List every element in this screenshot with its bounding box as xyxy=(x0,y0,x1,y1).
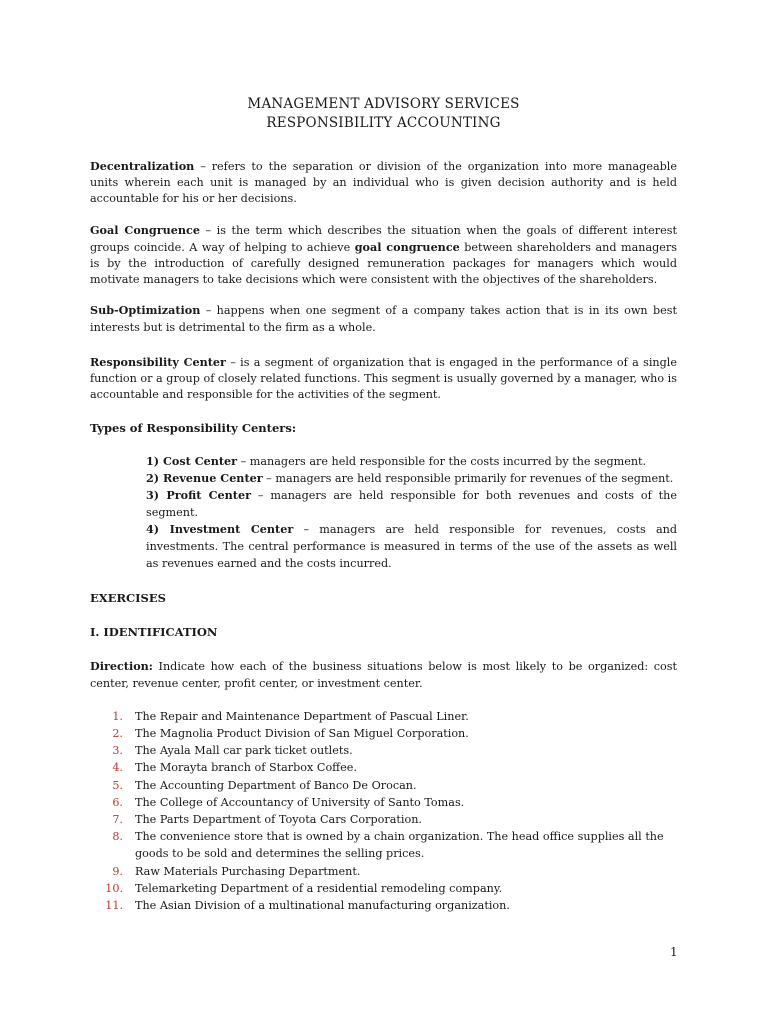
document-title xyxy=(90,95,677,133)
sub-optimization-text: – happens when one segment of a company takes action that is in its own best interests but is detrimental to the firm as a whole. xyxy=(90,304,677,334)
item-number: 6. xyxy=(112,795,123,809)
exercises-heading: EXERCISES xyxy=(90,591,166,606)
identification-heading: I. IDENTIFICATION xyxy=(90,625,218,640)
item-number: 11. xyxy=(105,899,123,913)
list-item xyxy=(90,863,677,880)
responsibility-center-text: – is a segment of organization that is engaged in the performance of a single function or a group of closely related functions. This segment is usually governed by a manager, who is accountable and responsible for the activities of the segment. xyxy=(90,355,677,402)
type-item-cost xyxy=(146,453,677,470)
goal-congruence-bold: goal congruence xyxy=(354,239,460,254)
page-number: 1 xyxy=(670,945,678,959)
list-item xyxy=(90,828,677,862)
title-line-2: RESPONSIBILITY ACCOUNTING xyxy=(266,115,501,131)
list-item xyxy=(90,759,677,776)
list-item xyxy=(90,725,677,742)
list-item xyxy=(90,794,677,811)
decentralization-definition xyxy=(90,158,677,208)
goal-congruence-definition xyxy=(90,222,677,289)
sub-optimization-definition xyxy=(90,302,677,335)
list-item xyxy=(90,811,677,828)
type-label: 1) Cost Center xyxy=(146,454,238,469)
type-label: 2) Revenue Center xyxy=(146,471,263,486)
decentralization-text: – refers to the separation or division of the organization into more manageable units wherein each unit is managed by an individual who is given decision authority and is held accountable for his or her decisions. xyxy=(90,160,677,206)
goal-congruence-term: Goal Congruence xyxy=(90,222,200,237)
decentralization-term: Decentralization xyxy=(90,159,195,173)
list-item xyxy=(90,708,677,725)
type-text: – managers are held responsible for the costs incurred by the segment. xyxy=(237,455,647,469)
item-number: 7. xyxy=(112,813,123,827)
item-number: 9. xyxy=(112,864,123,878)
list-item xyxy=(90,742,677,759)
goal-congruence-text-2: between shareholders and managers is by the introduction of carefully designed remuneration packages for managers which would motivate managers to take decisions which were consistent with the objectives of the shareholders. xyxy=(90,240,678,287)
item-text: The College of Accountancy of University of Santo Tomas. xyxy=(135,795,465,809)
item-text: The Ayala Mall car park ticket outlets. xyxy=(135,744,353,758)
exercise-list xyxy=(90,708,677,914)
item-text: The Asian Division of a multinational manufacturing organization. xyxy=(135,899,510,913)
item-number: 4. xyxy=(112,761,123,775)
type-item-investment xyxy=(146,521,677,572)
item-number: 8. xyxy=(112,830,123,844)
item-text: The Parts Department of Toyota Cars Corporation. xyxy=(135,813,422,827)
types-list xyxy=(146,453,677,572)
goal-congruence-text-1: – is the term which describes the situation when the goals of different interest groups coincide. A way of helping to achieve xyxy=(90,223,677,254)
responsibility-center-term: Responsibility Center xyxy=(90,354,226,369)
list-item xyxy=(90,897,677,914)
sub-optimization-term: Sub-Optimization xyxy=(90,303,201,318)
type-item-profit xyxy=(146,487,677,521)
type-text: – managers are held responsible primarily for revenues of the segment. xyxy=(262,472,674,486)
item-number: 2. xyxy=(112,727,123,741)
item-text: The Accounting Department of Banco De Orocan. xyxy=(135,778,417,792)
item-number: 3. xyxy=(112,744,123,758)
item-number: 5. xyxy=(112,778,123,792)
title-line-1: MANAGEMENT ADVISORY SERVICES xyxy=(247,96,520,112)
types-heading: Types of Responsibility Centers: xyxy=(90,421,297,436)
item-text: The convenience store that is owned by a chain organization. The head office supplies all the goods to be sold and determines the selling prices. xyxy=(135,830,664,861)
item-text: The Morayta branch of Starbox Coffee. xyxy=(135,761,357,775)
page-content xyxy=(90,95,677,914)
direction-paragraph xyxy=(90,658,677,691)
item-text: Telemarketing Department of a residential remodeling company. xyxy=(135,881,503,895)
item-number: 10. xyxy=(105,881,123,895)
list-item xyxy=(90,880,677,897)
type-label: 4) Investment Center xyxy=(146,522,294,537)
type-item-revenue xyxy=(146,470,677,487)
item-text: The Repair and Maintenance Department of Pascual Liner. xyxy=(135,709,469,723)
responsibility-center-definition xyxy=(90,354,677,404)
type-text: – managers are held responsible for both revenues and costs of the segment. xyxy=(146,489,677,520)
type-text: – managers are held responsible for revenues, costs and investments. The central performance is measured in terms of the use of the assets as well as revenues earned and the costs incurred. xyxy=(146,523,677,571)
direction-text: Indicate how each of the business situations below is most likely to be organized: cost center, revenue center, profit center, or investment center. xyxy=(90,660,677,690)
item-text: Raw Materials Purchasing Department. xyxy=(135,864,361,878)
item-text: The Magnolia Product Division of San Miguel Corporation. xyxy=(135,727,469,741)
direction-label: Direction: xyxy=(90,659,153,674)
item-number: 1. xyxy=(112,709,123,723)
type-label: 3) Profit Center xyxy=(146,488,251,503)
list-item xyxy=(90,777,677,794)
